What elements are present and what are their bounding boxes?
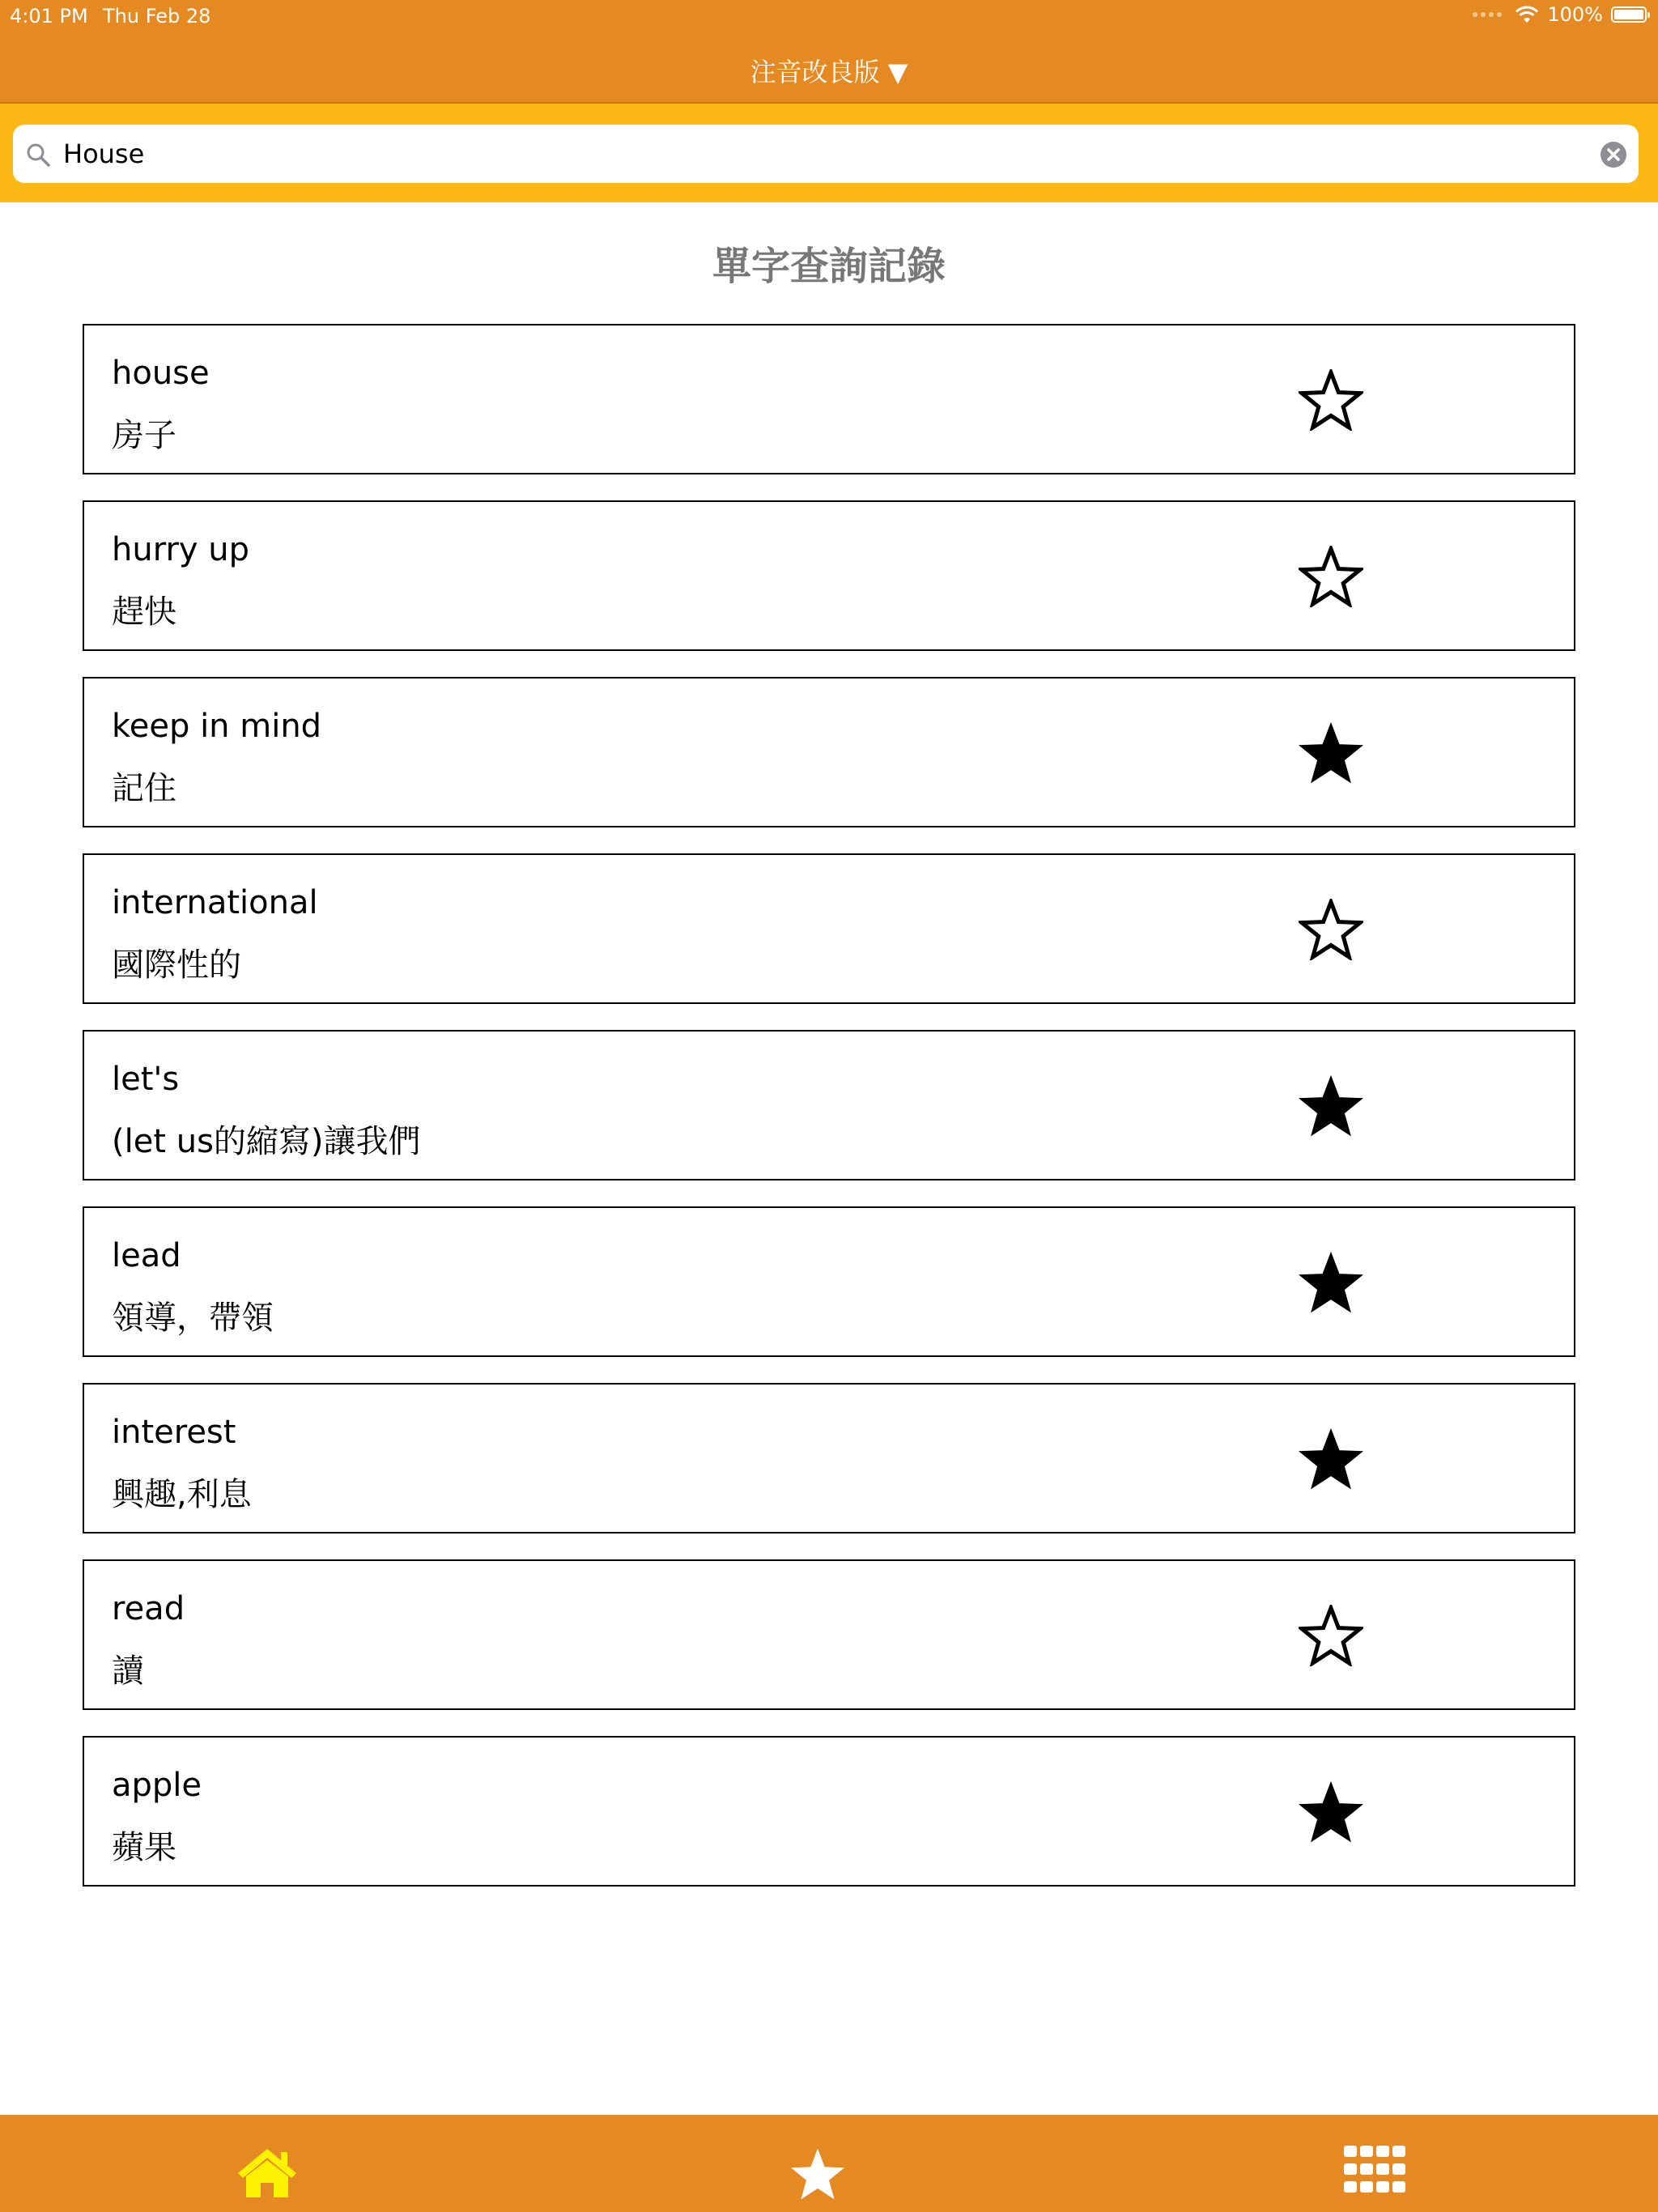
- meaning-text: 興趣,利息: [112, 1476, 252, 1513]
- history-row[interactable]: [83, 1559, 1575, 1710]
- tab-bar: [0, 2115, 1658, 2212]
- history-list: [83, 324, 1575, 1912]
- word-text: interest: [112, 1414, 236, 1451]
- history-title: 單字查詢記錄: [712, 244, 946, 289]
- history-row[interactable]: [83, 677, 1575, 827]
- word-text: apple: [112, 1767, 202, 1804]
- star-outline-icon[interactable]: [1299, 369, 1363, 431]
- tab-favorites[interactable]: [787, 2115, 860, 2212]
- star-filled-icon[interactable]: [1299, 1428, 1363, 1490]
- star-icon: [787, 2146, 848, 2202]
- nav-bar: [0, 32, 1658, 104]
- word-text: international: [112, 884, 318, 921]
- tab-more[interactable]: [1344, 2115, 1417, 2212]
- history-row[interactable]: [83, 853, 1575, 1004]
- star-filled-icon[interactable]: [1299, 722, 1363, 784]
- meaning-text: 國際性的: [112, 946, 241, 984]
- word-text: let's: [112, 1061, 180, 1098]
- version-dropdown[interactable]: 注音改良版 ▼: [750, 57, 908, 87]
- history-row[interactable]: [83, 324, 1575, 474]
- meaning-text: 記住: [112, 770, 176, 807]
- meaning-text: 蘋果: [112, 1829, 176, 1866]
- battery-percent: 100%: [1547, 3, 1603, 26]
- star-outline-icon[interactable]: [1299, 1605, 1363, 1666]
- star-outline-icon[interactable]: [1299, 546, 1363, 607]
- status-right: [1473, 3, 1647, 26]
- meaning-text: 趕快: [112, 593, 176, 631]
- signal-dots-icon: [1473, 12, 1502, 17]
- tab-home[interactable]: [235, 2115, 308, 2212]
- search-input[interactable]: [62, 138, 1587, 170]
- star-outline-icon[interactable]: [1299, 899, 1363, 960]
- word-text: lead: [112, 1237, 181, 1274]
- status-bar: [0, 0, 1658, 32]
- history-row[interactable]: [83, 1206, 1575, 1357]
- wifi-icon: [1515, 5, 1539, 24]
- meaning-text: (let us的縮寫)讓我們: [112, 1123, 421, 1160]
- star-filled-icon[interactable]: [1299, 1075, 1363, 1137]
- meaning-text: 讀: [112, 1653, 144, 1690]
- star-filled-icon[interactable]: [1299, 1252, 1363, 1313]
- history-row[interactable]: [83, 1736, 1575, 1887]
- history-row[interactable]: [83, 500, 1575, 651]
- home-icon: [235, 2146, 300, 2199]
- clear-icon[interactable]: [1600, 141, 1627, 168]
- word-text: house: [112, 355, 210, 392]
- search-bar: [0, 104, 1658, 202]
- word-text: read: [112, 1590, 185, 1627]
- history-row[interactable]: [83, 1383, 1575, 1534]
- meaning-text: 房子: [112, 417, 176, 454]
- star-filled-icon[interactable]: [1299, 1781, 1363, 1843]
- search-box[interactable]: [13, 125, 1639, 183]
- grid-icon: [1344, 2146, 1405, 2193]
- history-row[interactable]: [83, 1030, 1575, 1180]
- word-text: keep in mind: [112, 708, 322, 745]
- battery-icon: [1611, 6, 1647, 23]
- status-date: Thu Feb 28: [103, 5, 211, 28]
- search-icon: [24, 141, 52, 168]
- word-text: hurry up: [112, 531, 250, 568]
- meaning-text: 領導，帶領: [112, 1300, 274, 1337]
- status-time: 4:01 PM: [10, 5, 88, 28]
